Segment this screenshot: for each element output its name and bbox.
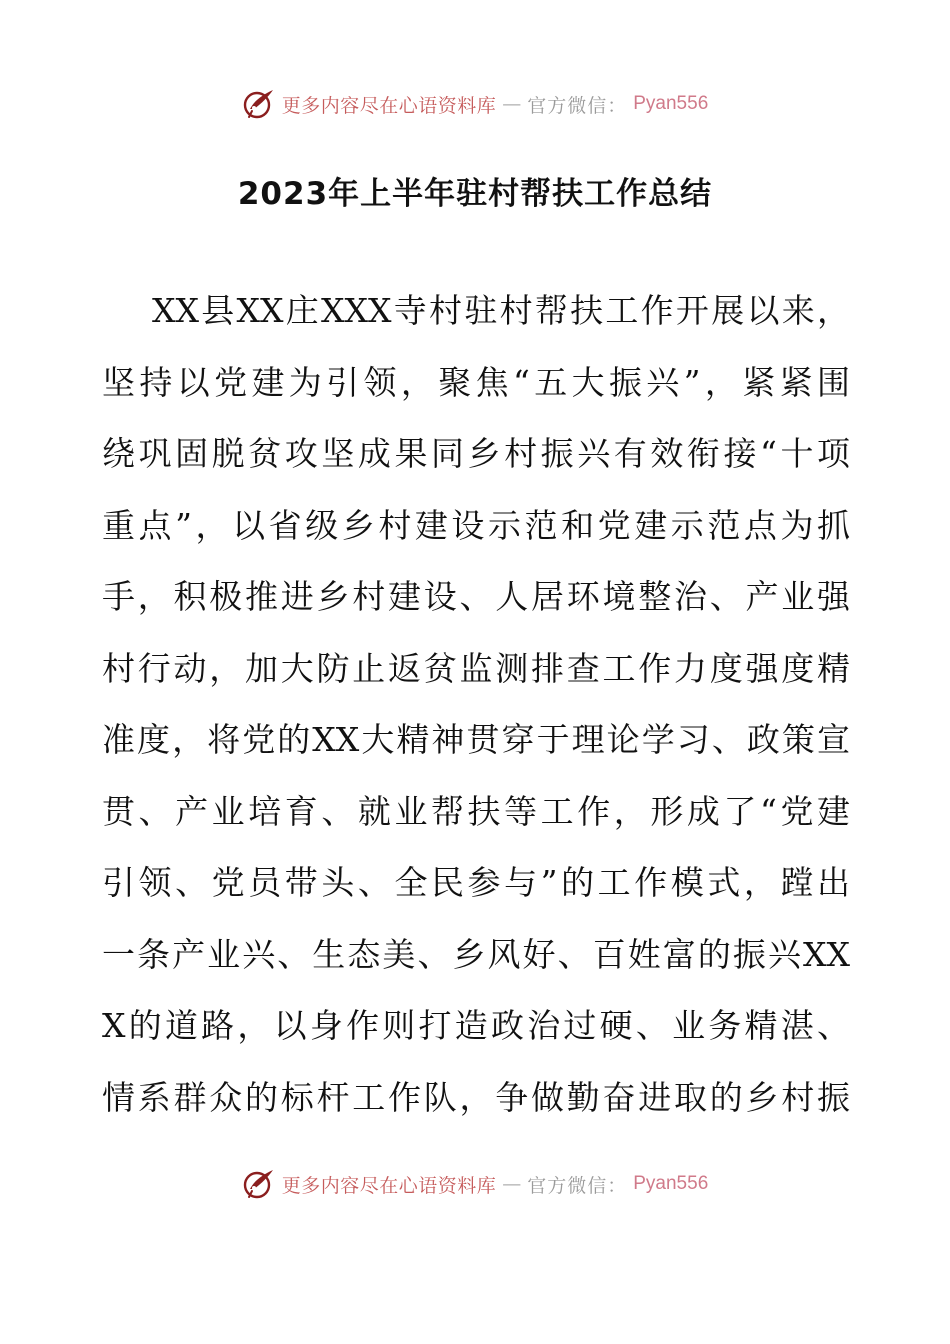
watermark-contact-id: Pyan556 [633, 93, 709, 114]
watermark-contact-label: 官方微信： [527, 94, 628, 117]
body-line: 准度，将党的XX大精神贯穿于理论学习、政策宣 [102, 720, 850, 759]
body-line: 贯、产业培育、就业帮扶等工作，形成了“党建 [102, 791, 850, 831]
body-line: 坚持以党建为引领，聚焦“五大振兴”，紧紧围 [102, 362, 850, 402]
body-line: XX县XX庄XXX寺村驻村帮扶工作开展以来， [152, 291, 850, 330]
watermark-site-text: 更多内容尽在心语资料库 [281, 94, 497, 117]
body-line: 重点”，以省级乡村建设示范和党建示范点为抓 [102, 505, 850, 545]
body-line: 绕巩固脱贫攻坚成果同乡村振兴有效衔接“十项 [102, 434, 850, 473]
watermark-separator: — [502, 1173, 522, 1195]
quill-logo-icon [242, 1167, 276, 1201]
footer-watermark [0, 1162, 950, 1206]
document-body [102, 280, 850, 1138]
body-line: 一条产业兴、生态美、乡风好、百姓富的振兴XX [102, 934, 850, 974]
body-line: 引领、党员带头、全民参与”的工作模式，蹚出 [102, 863, 850, 902]
watermark-contact-label: 官方微信： [527, 1174, 628, 1197]
quill-logo-icon [242, 87, 276, 121]
document-title: 2023年上半年驻村帮扶工作总结 [237, 176, 713, 212]
body-line: 手，积极推进乡村建设、人居环境整治、产业强 [102, 577, 850, 616]
body-line: 情系群众的标杆工作队，争做勤奋进取的乡村振 [102, 1077, 850, 1117]
watermark-separator: — [502, 93, 522, 115]
watermark-contact-id: Pyan556 [633, 1173, 709, 1194]
header-watermark [0, 82, 950, 126]
watermark-site-text: 更多内容尽在心语资料库 [281, 1174, 497, 1197]
body-line: 村行动，加大防止返贫监测排查工作力度强度精 [102, 648, 850, 688]
body-line: X的道路，以身作则打造政治过硬、业务精湛、 [102, 1006, 850, 1045]
